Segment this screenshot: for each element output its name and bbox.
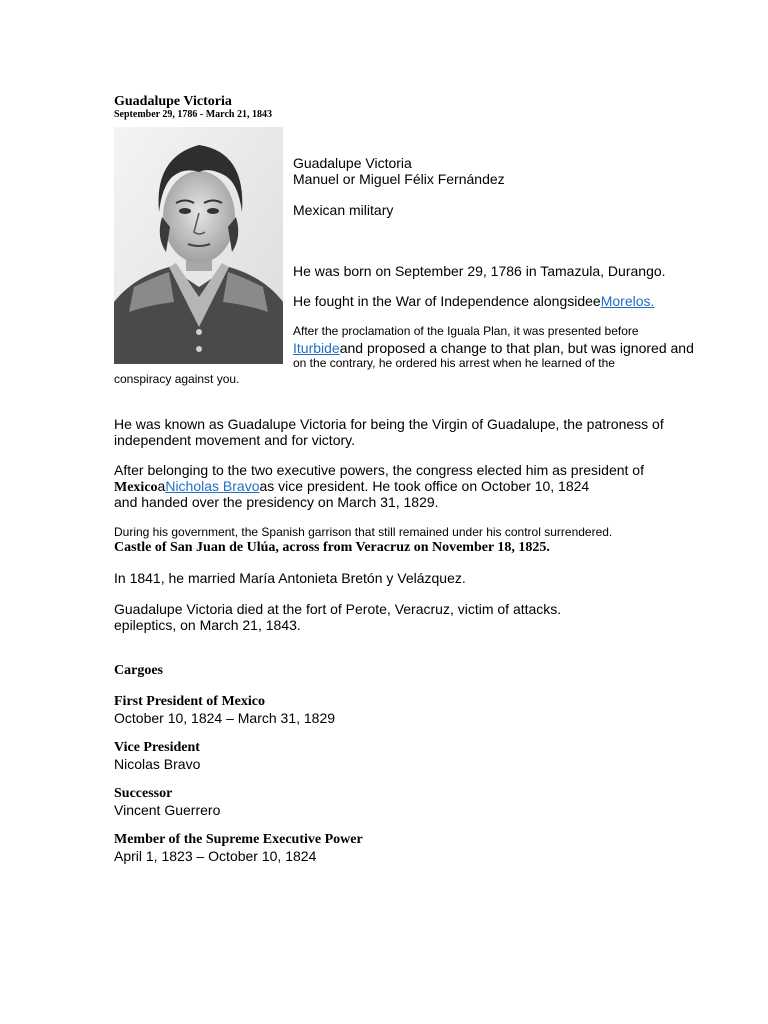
morelos-link[interactable]: Morelos.	[600, 293, 655, 309]
cargo-label: Vice President	[114, 740, 200, 755]
bio-born: He was born on September 29, 1786 in Tamazula, Durango.	[293, 263, 666, 279]
page-title: Guadalupe Victoria	[114, 94, 232, 109]
cargo-label: Member of the Supreme Executive Power	[114, 832, 363, 847]
intro-occupation: Mexican military	[293, 202, 394, 218]
bio-after-line1: After belonging to the two executive powers, the congress elected him as president of	[114, 462, 644, 478]
intro-name: Guadalupe Victoria	[293, 155, 412, 171]
cargo-label: First President of Mexico	[114, 694, 265, 709]
after-rest: as vice president. He took office on October 10, 1824	[259, 478, 590, 494]
bio-gov-line2: Castle of San Juan de Ulúa, across from Veracruz on November 18, 1825.	[114, 540, 550, 555]
bio-gov-line1: During his government, the Spanish garrison that still remained under his control surrendered.	[114, 525, 613, 539]
cargoes-heading: Cargoes	[114, 663, 163, 678]
bio-known-line2: independent movement and for victory.	[114, 432, 355, 448]
cargo-value: April 1, 1823 – October 10, 1824	[114, 848, 317, 864]
after-a: a	[157, 478, 166, 494]
bio-fought-text: He fought in the War of Independence alongsidee	[293, 293, 601, 309]
cargo-value: October 10, 1824 – March 31, 1829	[114, 710, 336, 726]
bio-iguala-line2-text: and proposed a change to that plan, but was ignored and	[339, 340, 694, 356]
bio-after-line3: and handed over the presidency on March 31, 1829.	[114, 494, 439, 510]
cargo-value: Nicolas Bravo	[114, 756, 201, 772]
cargo-value: Vincent Guerrero	[114, 802, 221, 818]
mexico-word: Mexico	[114, 480, 158, 495]
cargo-label: Successor	[114, 786, 173, 801]
nicholas-bravo-link[interactable]: Nicholas Bravo	[165, 478, 260, 494]
intro-birth-name: Manuel or Miguel Félix Fernández	[293, 171, 505, 187]
bio-known-line1: He was known as Guadalupe Victoria for being the Virgin of Guadalupe, the patroness of	[114, 416, 664, 432]
bio-died-line2: epileptics, on March 21, 1843.	[114, 617, 301, 633]
bio-iguala-line1: After the proclamation of the Iguala Plan, it was presented before	[293, 324, 639, 338]
bio-iguala-line2	[293, 340, 694, 356]
bio-died-line1: Guadalupe Victoria died at the fort of Perote, Veracruz, victim of attacks.	[114, 601, 562, 617]
bio-fought	[293, 293, 680, 309]
bio-iguala-line4: conspiracy against you.	[114, 372, 240, 386]
bio-married: In 1841, he married María Antonieta Bretón y Velázquez.	[114, 570, 466, 586]
life-dates: September 29, 1786 - March 21, 1843	[114, 109, 272, 120]
iturbide-link[interactable]: Iturbide	[293, 340, 340, 356]
portrait-image	[114, 127, 283, 364]
bio-iguala-line3: on the contrary, he ordered his arrest when he learned of the	[293, 356, 615, 370]
